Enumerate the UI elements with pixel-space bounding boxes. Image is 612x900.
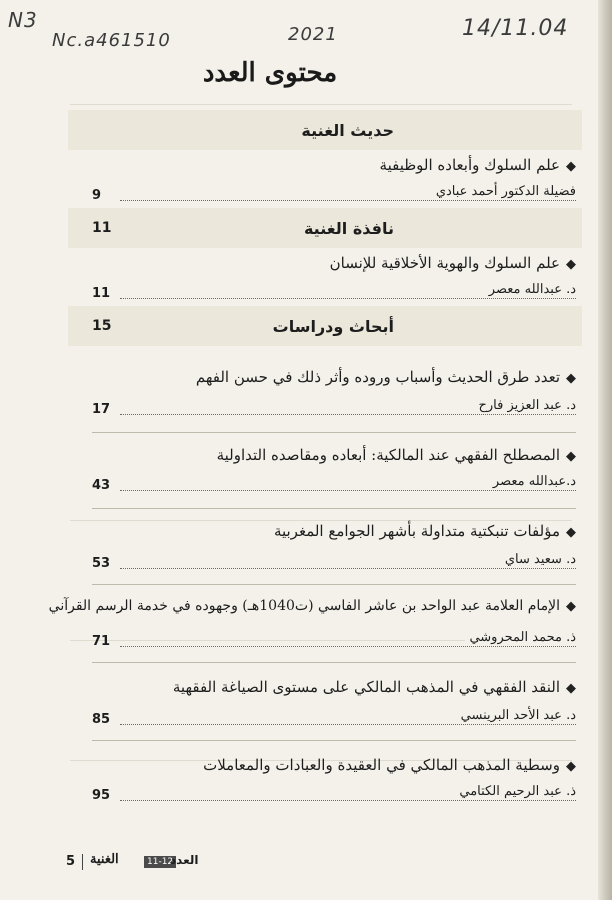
page-footer	[60, 850, 220, 874]
article-page-number: 85	[92, 712, 111, 727]
article-author: د. سعيد ساي	[501, 552, 576, 567]
leader-dots	[120, 414, 576, 415]
article-author: فضيلة الدكتور أحمد عبادي	[432, 184, 576, 199]
article-title: ◆الإمام العلامة عبد الواحد بن عاشر الفاسي (ت1040هـ) وجهوده في خدمة الرسم القرآني	[48, 598, 576, 614]
handwritten-corner-mark: N3	[8, 8, 38, 32]
article-page-number: 17	[92, 402, 111, 417]
leader-dots	[120, 646, 576, 647]
bleed-line	[70, 520, 572, 521]
bleed-line	[70, 104, 572, 105]
bullet-icon: ◆	[566, 449, 576, 464]
article-page-number: 9	[92, 188, 102, 203]
divider	[92, 584, 576, 585]
divider	[92, 662, 576, 663]
bullet-icon: ◆	[566, 681, 576, 696]
section-page-number: 11	[92, 220, 112, 236]
article-title: ◆تعدد طرق الحديث وأسباب وروده وأثر ذلك في حسن الفهم	[195, 368, 576, 386]
divider	[92, 508, 576, 509]
footer-magazine-name: الغنية	[90, 852, 119, 867]
article-author-row	[92, 184, 576, 206]
leader-dots	[120, 200, 576, 201]
article-page-number: 43	[92, 478, 111, 493]
article-author: ذ. عبد الرحيم الكتامي	[455, 784, 576, 799]
article-author-row	[92, 552, 576, 574]
article-page-number: 71	[92, 634, 111, 649]
bullet-icon: ◆	[566, 159, 576, 174]
footer-page-number: 5	[66, 854, 76, 869]
article-title: ◆المصطلح الفقهي عند المالكية: أبعاده ومقاصده التداولية	[216, 446, 576, 464]
leader-dots	[120, 490, 576, 491]
article-author-row	[92, 474, 576, 496]
article-author-row	[92, 398, 576, 420]
leader-dots	[120, 800, 576, 801]
footer-issue-label: العدد	[170, 853, 199, 867]
section-title: أبحاث ودراسات	[272, 316, 394, 336]
bullet-icon: ◆	[566, 759, 576, 774]
article-author: د. عبدالله معصر	[485, 282, 576, 297]
divider	[92, 432, 576, 433]
handwritten-year: 2021	[288, 24, 338, 45]
article-author-row	[92, 282, 576, 304]
footer-issue-badge: 11-12	[144, 856, 176, 868]
article-title: ◆علم السلوك وأبعاده الوظيفية	[379, 156, 576, 174]
section-page-number: 15	[92, 318, 112, 334]
article-title: ◆مؤلفات تنبكتية متداولة بأشهر الجوامع المغربية	[273, 522, 576, 540]
section-title: حديث الغنية	[301, 120, 394, 140]
article-author: د. عبد العزيز فارح	[475, 398, 576, 413]
bullet-icon: ◆	[566, 525, 576, 540]
bullet-icon: ◆	[566, 371, 576, 386]
handwritten-date: 14/11.04	[462, 16, 569, 41]
section-header	[68, 208, 582, 248]
scan-edge	[598, 0, 612, 900]
article-author: د. عبد الأحد البرينسي	[457, 708, 576, 723]
divider	[92, 740, 576, 741]
article-author-row	[92, 784, 576, 806]
article-title: ◆النقد الفقهي في المذهب المالكي على مستوى الصياغة الفقهية	[172, 678, 576, 696]
article-title: ◆وسطية المذهب المالكي في العقيدة والعبادات والمعاملات	[203, 756, 576, 774]
bullet-icon: ◆	[566, 599, 576, 614]
section-title: نافذة الغنية	[303, 218, 394, 238]
leader-dots	[120, 568, 576, 569]
bullet-icon: ◆	[566, 257, 576, 272]
page-title: محتوى العدد	[202, 58, 338, 88]
footer-separator	[82, 854, 83, 870]
article-title: ◆علم السلوك والهوية الأخلاقية للإنسان	[329, 254, 576, 272]
article-page-number: 11	[92, 286, 111, 301]
leader-dots	[120, 298, 576, 299]
section-header	[68, 110, 582, 150]
article-author: ذ. محمد المحروشي	[465, 630, 576, 645]
article-author-row	[92, 708, 576, 730]
article-author: د.عبدالله معصر	[489, 474, 576, 489]
leader-dots	[120, 724, 576, 725]
article-author-row	[92, 630, 576, 652]
section-header	[68, 306, 582, 346]
article-page-number: 95	[92, 788, 111, 803]
handwritten-accession-number: Nc.a461510	[52, 30, 171, 51]
article-page-number: 53	[92, 556, 111, 571]
